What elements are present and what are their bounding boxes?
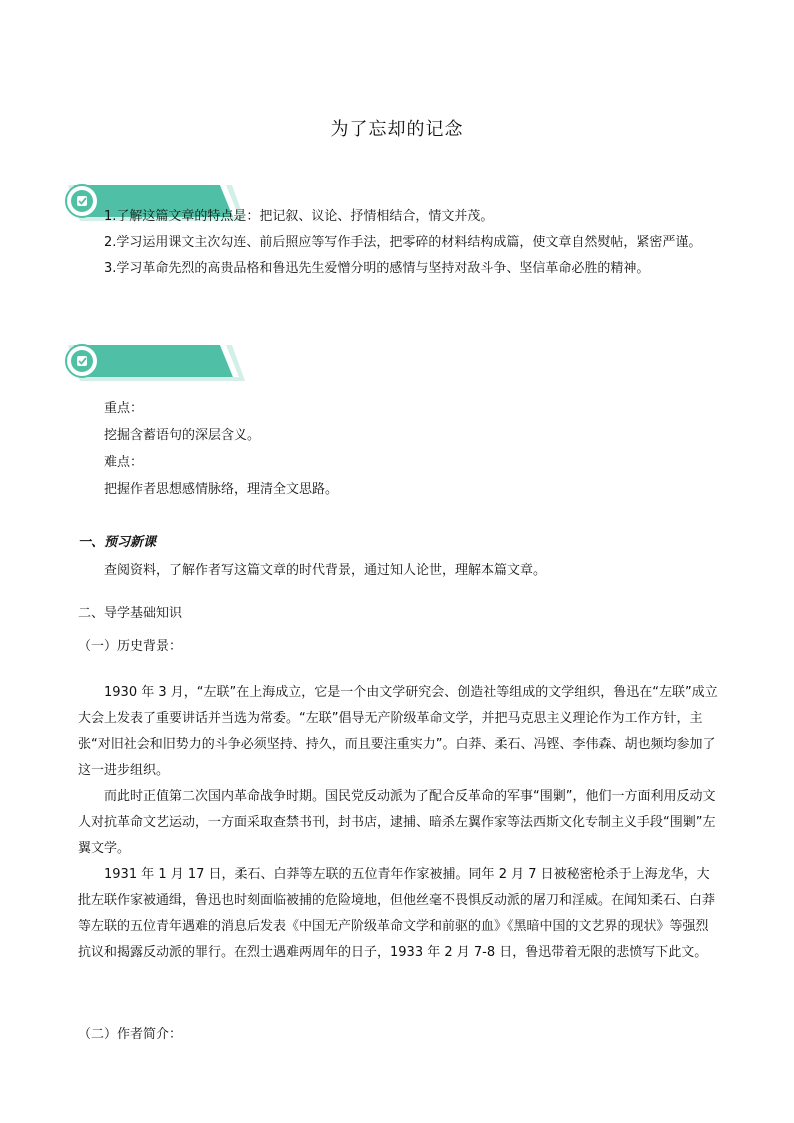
- preview-text: 查阅资料，了解作者写这篇文章的时代背景，通过知人论世，理解本篇文章。: [104, 563, 547, 578]
- author-heading: （二）作者简介：: [78, 1027, 183, 1042]
- history-paragraph-1: 1930 年 3 月，“左联”在上海成立，它是一个由文学研究会、创造社等组成的文学组织，鲁迅在“左联”成立大会上发表了重要讲话并当选为常委。“左联”倡导无产阶级革命文学，并把马克思主义理论作为工作方针，主张“对旧社会和旧势力的斗争必须坚持、持久，而且要注重实力”。白莽、柔石、冯铿、李伟森、胡也频均参加了这一进步组织。: [78, 685, 718, 778]
- check-badge-icon: [66, 345, 98, 377]
- objective-1: 1.了解这篇文章的特点是：把记叙、议论、抒情相结合，情文并茂。: [104, 209, 494, 224]
- section-banner-focus: [60, 343, 245, 383]
- preview-heading: 一、预习新课: [78, 535, 157, 550]
- difficulty-label: 难点：: [104, 455, 144, 470]
- page-title: 为了忘却的记念: [330, 119, 464, 140]
- history-paragraph-3: 1931 年 1 月 17 日，柔石、白莽等左联的五位青年作家被捕。同年 2 月 7 日被秘密枪杀于上海龙华，大批左联作家被通缉，鲁迅也时刻面临被捕的危险境地，但他丝毫不畏惧反动派的屠刀和淫威。在闻知柔石、白莽等左联的五位青年遇难的消息后发表《中国无产阶级革命文学和前驱的血》《黑暗中国的文艺界的现状》等强烈抗议和揭露反动派的罪行。在烈士遇难两周年的日子，1933 年 2 月 7-8 日，鲁迅带着无限的悲愤写下此文。: [78, 867, 716, 960]
- objective-2: 2.学习运用课文主次勾连、前后照应等写作手法，把零碎的材料结构成篇，使文章自然熨帖，紧密严谨。: [104, 235, 702, 250]
- objectives-list: [78, 204, 720, 282]
- key-point-text: 挖掘含蓄语句的深层含义。: [104, 428, 261, 443]
- key-point-label: 重点：: [104, 401, 144, 416]
- history-paragraph-2: 而此时正值第二次国内革命战争时期。国民党反动派为了配合反革命的军事“围剿”，他们一方面利用反动文人对抗革命文艺运动，一方面采取查禁书刊，封书店，逮捕、暗杀左翼作家等法西斯文化专制主义手段“围剿”左翼文学。: [78, 789, 716, 856]
- basics-heading: 二、导学基础知识: [78, 606, 183, 621]
- difficulty-text: 把握作者思想感情脉络，理清全文思路。: [104, 482, 339, 497]
- history-heading: （一）历史背景：: [78, 639, 183, 654]
- objective-3: 3.学习革命先烈的高贵品格和鲁迅先生爱憎分明的感情与坚持对敌斗争、坚信革命必胜的精神。: [104, 261, 650, 276]
- history-body: [78, 680, 720, 966]
